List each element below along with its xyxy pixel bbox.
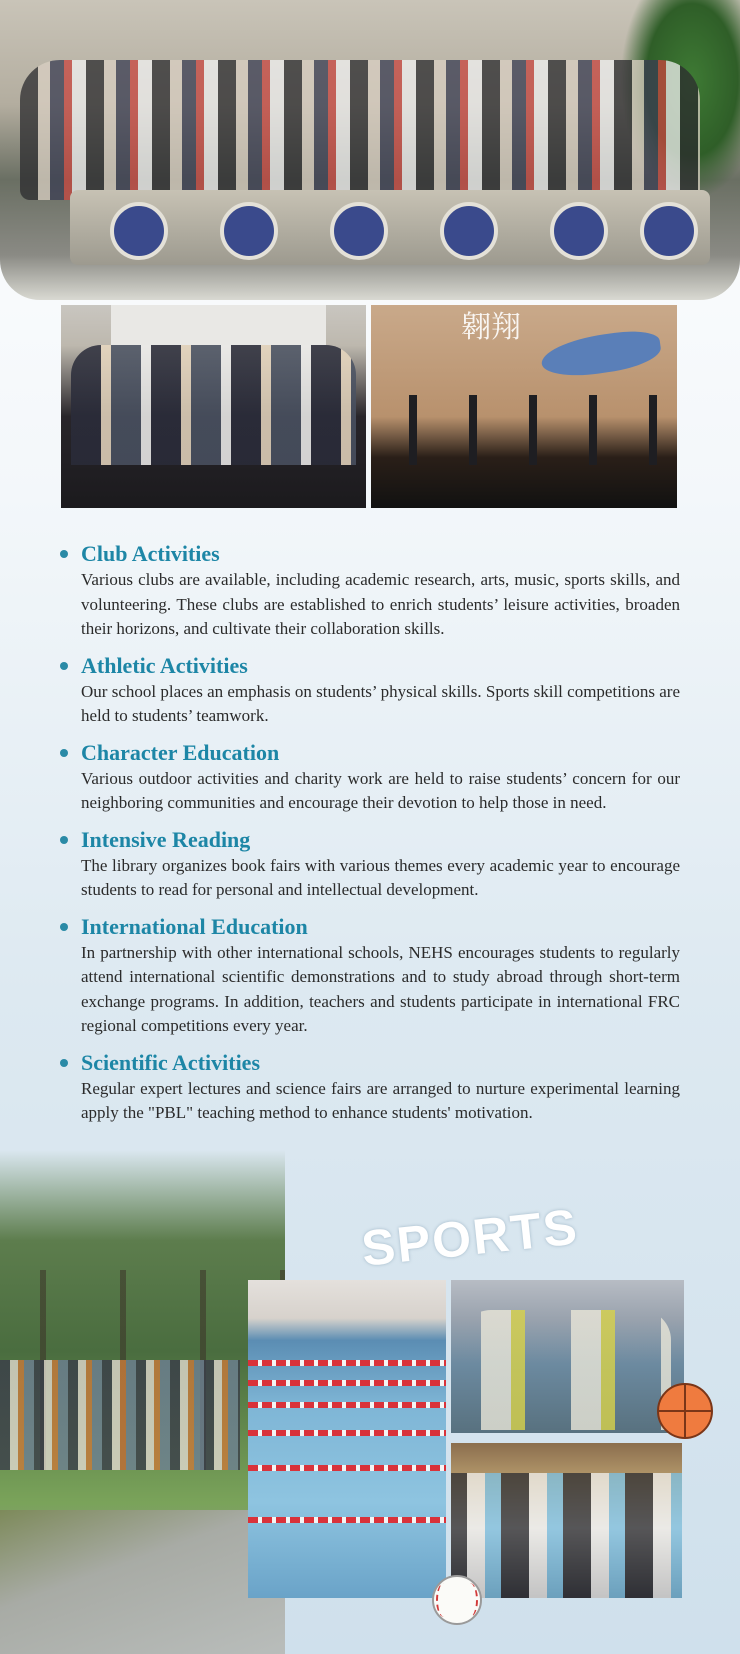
lane-rope xyxy=(248,1360,446,1366)
basketball-icon xyxy=(657,1383,713,1439)
concert-photo xyxy=(371,305,677,508)
activity-item-character xyxy=(60,739,680,816)
swimming-photo xyxy=(248,1280,446,1598)
lane-rope xyxy=(248,1430,446,1436)
activity-description: Regular expert lectures and science fairs are arranged to nurture experimental learning apply the "PBL" teaching method to enhance students' motivation. xyxy=(81,1078,680,1122)
students-group xyxy=(0,1360,240,1470)
lane-rope xyxy=(248,1380,446,1386)
activity-title: Athletic Activities xyxy=(81,652,248,678)
bullet-icon xyxy=(60,1059,68,1067)
activity-item-international xyxy=(60,913,680,1039)
ball-game-photo xyxy=(451,1443,682,1598)
whale-graphic xyxy=(539,327,663,381)
bullet-icon xyxy=(60,836,68,844)
activity-item-athletic xyxy=(60,652,680,729)
activity-description: Our school places an emphasis on students’ physical skills. Sports skill competitions are held to students’ teamwork. xyxy=(81,681,680,725)
activity-title: Intensive Reading xyxy=(81,826,251,852)
basketball-players xyxy=(461,1310,671,1430)
activities-list xyxy=(60,540,680,1136)
baseball-icon xyxy=(432,1575,482,1625)
activity-title: International Education xyxy=(81,913,308,939)
lane-rope xyxy=(248,1465,446,1471)
lane-rope xyxy=(248,1517,446,1523)
activity-title: Character Education xyxy=(81,739,280,765)
calligraphy-text: 翱翔 xyxy=(461,310,521,345)
activity-description: The library organizes book fairs with various themes every academic year to encourage students to read for personal and intellectual development. xyxy=(81,855,680,899)
activity-description: In partnership with other international schools, NEHS encourages students to regularly attend international scientific demonstrations and to study abroad through short-term exchange programs. In addition, teachers and students participate in international FRC regional competitions every year. xyxy=(81,942,680,1035)
panel-discussion-photo xyxy=(61,305,366,508)
activity-description: Various outdoor activities and charity work are held to raise students’ concern for our neighboring communities and encourage their devotion to help those in need. xyxy=(81,768,680,812)
projection-screen xyxy=(111,305,326,345)
bullet-icon xyxy=(60,550,68,558)
bullet-icon xyxy=(60,923,68,931)
student-crowd xyxy=(20,60,700,200)
activity-description: Various clubs are available, including academic research, arts, music, sports skills, and volunteering. These clubs are established to enrich students’ leisure activities, broaden their horizons, and cultivate their collaboration skills. xyxy=(81,570,680,638)
band-on-stage xyxy=(381,395,671,465)
bullet-icon xyxy=(60,662,68,670)
bullet-icon xyxy=(60,749,68,757)
panel-speakers xyxy=(71,345,356,465)
sports-heading: SPORTS xyxy=(358,1198,582,1277)
lane-rope xyxy=(248,1402,446,1408)
garden-path xyxy=(0,1510,285,1654)
activity-item-club xyxy=(60,540,680,642)
activity-item-scientific xyxy=(60,1049,680,1126)
basketball-photo xyxy=(451,1280,684,1433)
activity-title: Club Activities xyxy=(81,541,220,566)
outdoor-exercise-photo xyxy=(0,1150,285,1654)
group-photo xyxy=(0,0,740,300)
bicycle-sculpture-wall xyxy=(70,190,710,265)
game-players xyxy=(451,1473,682,1598)
activity-title: Scientific Activities xyxy=(81,1049,261,1075)
activity-item-reading xyxy=(60,826,680,903)
